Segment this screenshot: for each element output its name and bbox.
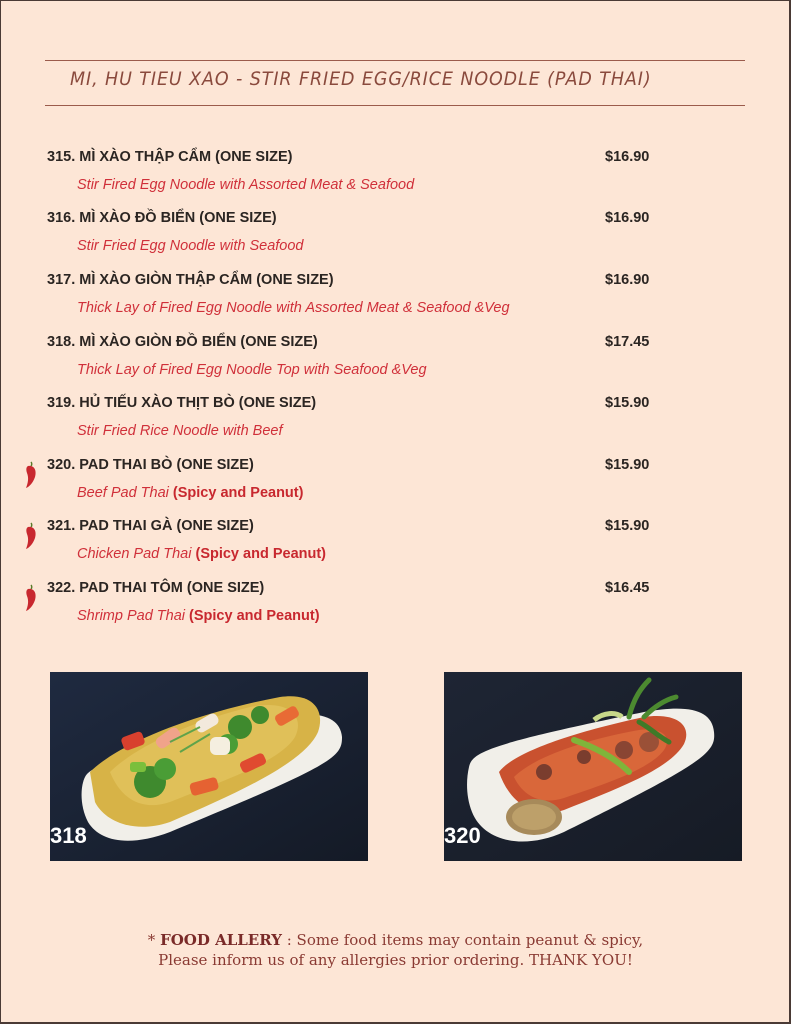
item-price: $15.90: [605, 457, 650, 473]
allergy-line-1: * FOOD ALLERY : Some food items may contain peanut & spicy,: [147, 931, 644, 949]
section-title: MI, HU TIEU XAO - STIR FRIED EGG/RICE NOODLE (PAD THAI): [70, 68, 652, 90]
item-name: 319. HỦ TIẾU XÀO THỊT BÒ (ONE SIZE): [47, 395, 317, 411]
crispy-noodle-dish-image: [50, 672, 368, 861]
spicy-peanut-note: (Spicy and Peanut): [189, 608, 320, 624]
header-rule-top: [45, 60, 745, 61]
item-name: 317. MÌ XÀO GIÒN THẬP CẨM (ONE SIZE): [47, 272, 334, 288]
menu-item-321: [0, 518, 791, 578]
spicy-peanut-note: (Spicy and Peanut): [172, 485, 304, 501]
item-name: 316. MÌ XÀO ĐỒ BIỂN (ONE SIZE): [47, 210, 277, 226]
allergy-notice: [0, 930, 791, 970]
menu-item-316: [0, 210, 791, 270]
item-description: Thick Lay of Fired Egg Noodle Top with Seafood &Veg: [77, 362, 427, 378]
header-rule-bottom: [45, 105, 745, 106]
item-name: 315. MÌ XÀO THẬP CẨM (ONE SIZE): [47, 149, 293, 165]
item-price: $16.90: [605, 272, 650, 288]
item-price: $17.45: [605, 334, 650, 350]
item-price: $16.90: [605, 149, 650, 165]
menu-item-318: [0, 334, 791, 394]
photo-label: 318: [50, 823, 87, 848]
item-description: Stir Fired Egg Noodle with Assorted Meat & Seafood: [77, 177, 415, 193]
item-name: 321. PAD THAI GÀ (ONE SIZE): [47, 518, 254, 534]
item-price: $16.90: [605, 210, 650, 226]
item-name: 322. PAD THAI TÔM (ONE SIZE): [47, 580, 265, 596]
item-description: Stir Fried Rice Noodle with Beef: [77, 423, 283, 439]
allergy-line-2: Please inform us of any allergies prior ordering. THANK YOU!: [158, 951, 633, 969]
dish-photo-318: [50, 672, 368, 861]
item-description: Thick Lay of Fired Egg Noodle with Assorted Meat & Seafood &Veg: [77, 300, 510, 316]
menu-item-322: [0, 580, 791, 640]
chili-pepper-icon: [23, 461, 39, 489]
chili-pepper-icon: [23, 584, 39, 612]
allergy-title: FOOD ALLERY: [160, 931, 282, 949]
item-price: $15.90: [605, 518, 650, 534]
dish-photo-320: [444, 672, 742, 861]
item-description: Beef Pad Thai (Spicy and Peanut): [77, 485, 304, 501]
spicy-peanut-note: (Spicy and Peanut): [195, 546, 327, 562]
pad-thai-dish-image: [444, 672, 742, 861]
menu-item-315: [0, 149, 791, 209]
item-description: Chicken Pad Thai (Spicy and Peanut): [77, 546, 327, 562]
item-price: $16.45: [605, 580, 650, 596]
item-price: $15.90: [605, 395, 650, 411]
menu-item-320: [0, 457, 791, 517]
photo-label: 320: [444, 823, 481, 848]
menu-item-319: [0, 395, 791, 455]
item-description: Stir Fried Egg Noodle with Seafood: [77, 238, 304, 254]
chili-pepper-icon: [23, 522, 39, 550]
item-description: Shrimp Pad Thai (Spicy and Peanut): [77, 608, 320, 624]
menu-item-317: [0, 272, 791, 332]
item-name: 320. PAD THAI BÒ (ONE SIZE): [47, 457, 254, 473]
item-name: 318. MÌ XÀO GIÒN ĐỒ BIỂN (ONE SIZE): [47, 334, 318, 350]
